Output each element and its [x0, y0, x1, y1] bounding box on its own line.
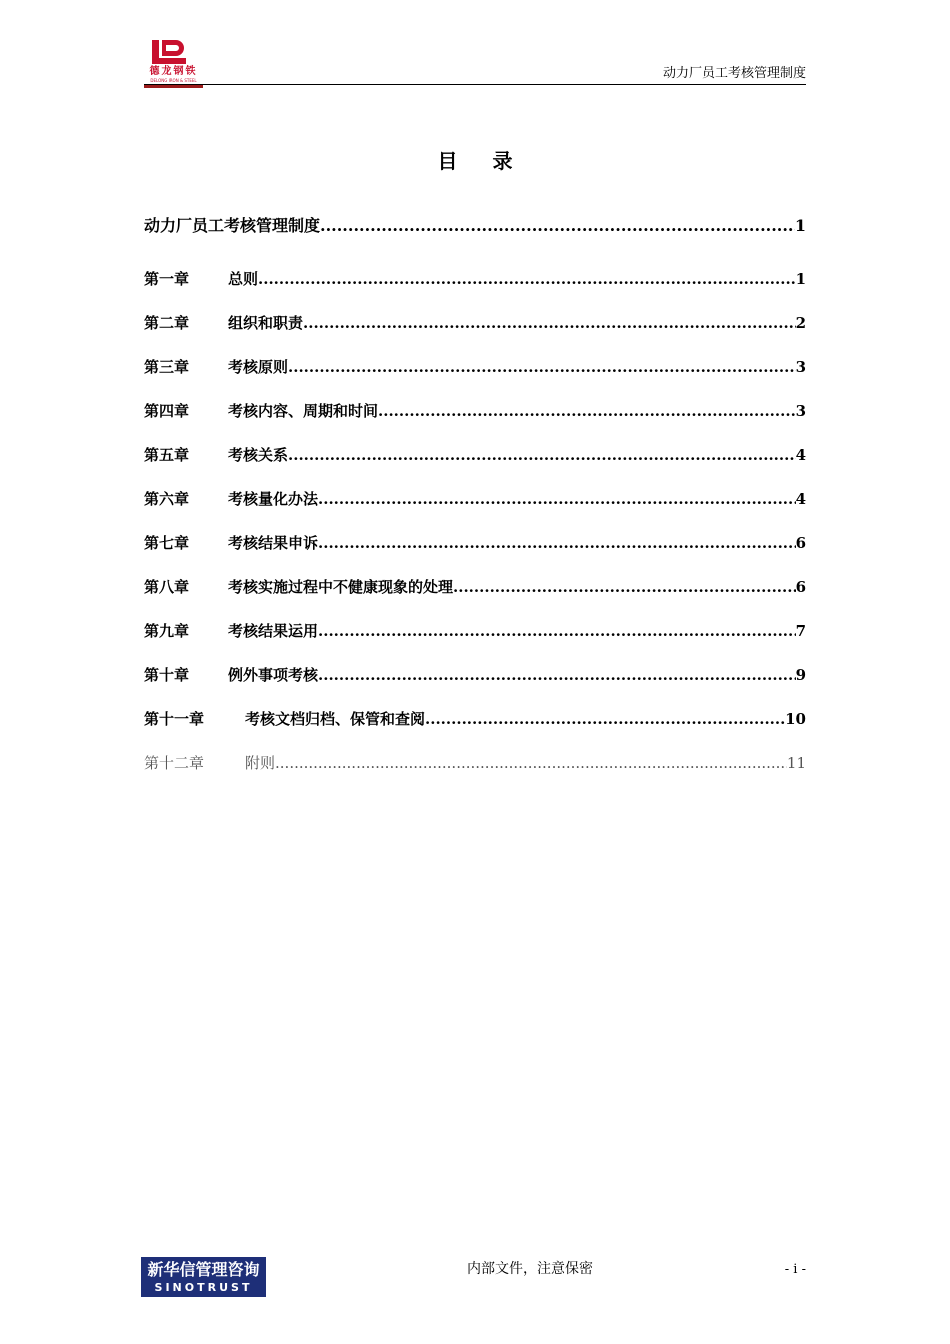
toc-chapter-title: 考核关系 — [228, 446, 289, 464]
toc-chapter-title: 例外事项考核 — [228, 666, 319, 684]
toc-chapter-page: 3 — [795, 402, 806, 420]
toc-leader-dots — [453, 577, 796, 597]
toc-leader-dots — [275, 753, 787, 773]
toc-chapter-title: 组织和职责 — [228, 314, 304, 332]
sinotrust-logo-en: SINOTRUST — [154, 1281, 253, 1294]
toc-chapter-page: 11 — [786, 754, 806, 772]
toc-leader-dots — [378, 401, 796, 421]
toc-chapter-page: 9 — [795, 666, 806, 684]
toc-leader-dots — [318, 621, 796, 641]
toc-chapter-8[interactable] — [144, 577, 806, 597]
toc-chapter-page: 6 — [795, 578, 806, 596]
sinotrust-logo-cn: 新华信管理咨询 — [147, 1260, 260, 1279]
toc-chapter-3[interactable] — [144, 357, 806, 377]
toc-leader-dots — [303, 313, 796, 333]
toc-chapter-1[interactable] — [144, 269, 806, 289]
toc-chapter-page: 7 — [795, 622, 806, 640]
toc-leader-dots — [288, 445, 796, 465]
toc-leader-dots — [318, 489, 796, 509]
toc-chapter-title: 考核文档归档、保管和查阅 — [245, 710, 426, 728]
toc-chapter-page: 1 — [795, 270, 806, 288]
delong-logo-mark — [144, 38, 203, 68]
toc-chapter-7[interactable] — [144, 533, 806, 553]
toc-chapter-page: 6 — [795, 534, 806, 552]
toc-chapter-page: 4 — [795, 446, 806, 464]
toc-chapter-number: 第一章 — [144, 270, 190, 288]
toc-chapter-title: 考核结果申诉 — [228, 534, 319, 552]
toc-chapter-number: 第八章 — [144, 578, 190, 596]
toc-chapter-4[interactable] — [144, 401, 806, 421]
toc-chapter-page: 2 — [795, 314, 806, 332]
toc-chapter-title: 考核内容、周期和时间 — [228, 402, 379, 420]
toc-chapter-12[interactable] — [144, 753, 806, 773]
toc-chapter-page: 4 — [795, 490, 806, 508]
toc-entry-title: 动力厂员工考核管理制度 — [144, 216, 321, 235]
toc-chapter-number: 第六章 — [144, 490, 190, 508]
toc-chapter-number: 第七章 — [144, 534, 190, 552]
toc-chapter-title: 考核结果运用 — [228, 622, 319, 640]
toc-main-entry[interactable] — [144, 216, 806, 236]
toc-entry-page: 1 — [794, 216, 806, 235]
toc-chapter-page: 10 — [785, 710, 806, 728]
toc-chapter-number: 第四章 — [144, 402, 190, 420]
toc-chapter-10[interactable] — [144, 665, 806, 685]
toc-heading: 目 录 — [437, 149, 527, 173]
toc-chapter-11[interactable] — [144, 709, 806, 729]
toc-leader-dots — [318, 533, 796, 553]
toc-chapter-number: 第十二章 — [144, 754, 205, 772]
toc-leader-dots — [258, 269, 796, 289]
page-number: - i - — [784, 1262, 806, 1277]
toc-chapter-number: 第九章 — [144, 622, 190, 640]
toc-chapter-title: 考核原则 — [228, 358, 289, 376]
header-rule — [144, 84, 806, 85]
toc-chapter-5[interactable] — [144, 445, 806, 465]
toc-chapter-title: 附则 — [245, 754, 276, 772]
delong-logo — [144, 38, 203, 90]
confidential-note: 内部文件，注意保密 — [467, 1261, 593, 1277]
toc-chapter-number: 第十章 — [144, 666, 190, 684]
toc-chapter-number: 第十一章 — [144, 710, 205, 728]
toc-leader-dots — [318, 665, 796, 685]
toc-chapter-2[interactable] — [144, 313, 806, 333]
toc-leader-dots — [320, 216, 795, 236]
toc-chapter-number: 第二章 — [144, 314, 190, 332]
toc-chapter-number: 第五章 — [144, 446, 190, 464]
toc-chapter-6[interactable] — [144, 489, 806, 509]
toc-leader-dots — [288, 357, 796, 377]
header-title: 动力厂员工考核管理制度 — [662, 66, 806, 81]
toc-leader-dots — [425, 709, 785, 729]
toc-chapter-title: 考核量化办法 — [228, 490, 319, 508]
delong-logo-cn: 德龙钢铁 — [149, 66, 198, 77]
delong-logo-en: DELONG IRON & STEEL — [150, 78, 197, 83]
toc-chapter-9[interactable] — [144, 621, 806, 641]
toc-chapter-title: 考核实施过程中不健康现象的处理 — [228, 578, 454, 596]
toc-chapter-title: 总则 — [228, 270, 259, 288]
toc-chapter-number: 第三章 — [144, 358, 190, 376]
toc-chapter-page: 3 — [795, 358, 806, 376]
